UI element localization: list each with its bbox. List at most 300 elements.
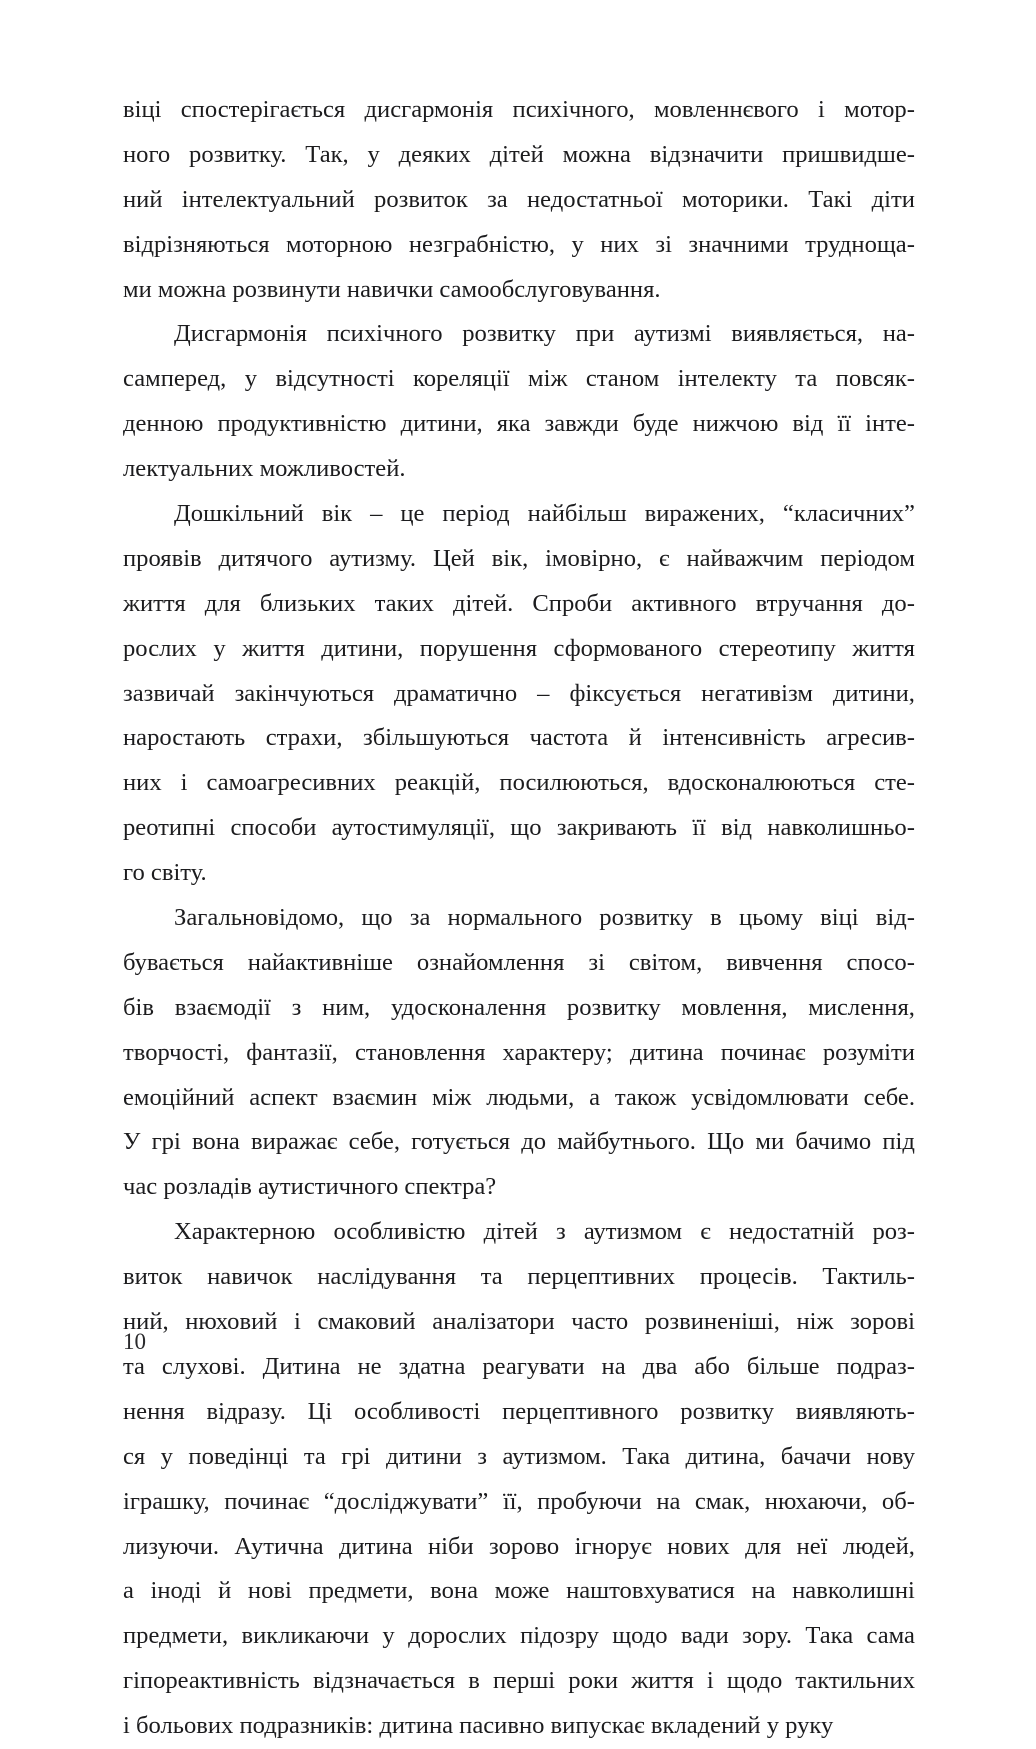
- text-line: [123, 1704, 915, 1749]
- text-run: станом: [585, 365, 660, 393]
- text-run: може: [494, 1577, 550, 1605]
- text-run: роки: [568, 1667, 618, 1695]
- text-run: Спроби: [532, 589, 613, 617]
- text-run: імовірно,: [545, 544, 643, 572]
- text-run: Такі: [808, 185, 853, 213]
- text-line: [123, 851, 915, 896]
- text-run: є: [700, 1218, 711, 1246]
- text-run: –: [370, 500, 383, 528]
- text-run: і больових подразників: дитина пасивно випускає вкладений у руку: [123, 1712, 834, 1740]
- text-run: ми: [755, 1128, 785, 1156]
- text-run: дитини: [385, 1442, 462, 1470]
- text-run: спосо-: [846, 948, 915, 976]
- text-run: зазвичай: [123, 679, 215, 707]
- text-line: [123, 1569, 915, 1614]
- text-line: [123, 1076, 915, 1121]
- text-run: недостатній: [728, 1218, 855, 1246]
- text-run: і: [180, 769, 188, 797]
- text-line: [123, 627, 915, 672]
- text-run: труднoща-: [805, 230, 915, 258]
- text-run: виявляють-: [795, 1397, 915, 1425]
- text-run: це: [400, 500, 425, 528]
- text-run: можна: [562, 140, 631, 168]
- text-line: [123, 1390, 915, 1435]
- text-run: навичок: [207, 1263, 293, 1291]
- text-run: найважчим: [686, 544, 804, 572]
- text-run: і: [294, 1308, 301, 1336]
- text-run: у: [571, 230, 584, 258]
- text-run: її: [692, 814, 706, 842]
- text-run: Аутична: [234, 1532, 324, 1560]
- text-run: Дошкільний: [174, 500, 304, 528]
- text-run: ся: [123, 1442, 146, 1470]
- text-run: наростають: [123, 724, 246, 752]
- text-run: інтелекту: [677, 365, 777, 393]
- text-run: творчості,: [123, 1038, 230, 1066]
- text-run: буде: [632, 410, 679, 438]
- text-run: нові: [247, 1577, 292, 1605]
- text-run: тактильних: [795, 1667, 915, 1695]
- text-run: аутизмом.: [502, 1442, 607, 1470]
- text-run: на: [656, 1487, 681, 1515]
- text-run: ний: [123, 185, 163, 213]
- text-run: взаємодії: [174, 993, 271, 1021]
- text-run: у: [213, 634, 226, 662]
- text-run: способи: [230, 814, 317, 842]
- text-run: виток: [123, 1263, 183, 1291]
- text-line: [123, 133, 915, 178]
- text-run: також: [614, 1083, 677, 1111]
- text-run: дитина: [338, 1532, 413, 1560]
- text-run: та: [795, 365, 818, 393]
- text-run: дитячого: [218, 544, 313, 572]
- text-line: [123, 806, 915, 851]
- page-number: 10: [123, 1329, 146, 1354]
- text-run: нення: [123, 1397, 185, 1425]
- text-run: слухові.: [161, 1352, 246, 1380]
- text-line: [123, 492, 915, 537]
- text-run: предмети,: [308, 1577, 414, 1605]
- text-run: сте-: [874, 769, 915, 797]
- paragraph: [123, 1210, 915, 1749]
- text-run: вдосконалюються: [667, 769, 856, 797]
- text-run: дитини,: [400, 410, 483, 438]
- text-run: таких: [374, 589, 434, 617]
- text-run: вади: [680, 1622, 729, 1650]
- text-run: в: [468, 1667, 480, 1695]
- text-run: аутизму.: [329, 544, 417, 572]
- text-run: щодо: [726, 1667, 783, 1695]
- text-run: і: [706, 1667, 714, 1695]
- text-line: [123, 1480, 915, 1525]
- text-run: аутизмом: [583, 1218, 683, 1246]
- text-run: на: [601, 1352, 626, 1380]
- text-run: з: [291, 993, 302, 1021]
- text-run: навколишньо-: [767, 814, 915, 842]
- text-run: рослих: [123, 634, 197, 662]
- text-run: майбутнього.: [557, 1128, 696, 1156]
- text-run: ним,: [322, 993, 371, 1021]
- text-run: інтелектуальний: [181, 185, 355, 213]
- text-run: за: [487, 185, 508, 213]
- text-run: її: [837, 410, 852, 438]
- text-line: [123, 537, 915, 582]
- text-run: становлення: [354, 1038, 486, 1066]
- text-run: аутизмі: [633, 320, 712, 348]
- text-run: себе,: [348, 1128, 400, 1156]
- text-run: агресив-: [826, 724, 915, 752]
- text-run: її,: [502, 1487, 523, 1515]
- text-line: [123, 672, 915, 717]
- text-run: відразу.: [206, 1397, 286, 1425]
- text-run: повсяк-: [835, 365, 915, 393]
- text-line: [123, 178, 915, 223]
- text-run: Характерною: [174, 1218, 316, 1246]
- text-run: частота: [529, 724, 609, 752]
- text-run: вона: [430, 1577, 478, 1605]
- text-line: [123, 312, 915, 357]
- text-run: та: [480, 1263, 503, 1291]
- text-run: з: [555, 1218, 566, 1246]
- text-run: драматично: [394, 679, 518, 707]
- text-run: дітей.: [453, 589, 514, 617]
- text-run: що: [361, 904, 393, 932]
- text-run: період: [442, 500, 510, 528]
- text-run: ніби: [428, 1532, 474, 1560]
- text-run: гіпореактивність: [123, 1667, 300, 1695]
- text-run: розвитку: [599, 904, 694, 932]
- text-line: [123, 1255, 915, 1300]
- text-run: мислення,: [808, 993, 915, 1021]
- text-run: на-: [882, 320, 915, 348]
- text-run: нову: [866, 1442, 915, 1470]
- text-run: готується: [411, 1128, 511, 1156]
- text-run: предмети,: [123, 1622, 229, 1650]
- text-run: у: [160, 1442, 173, 1470]
- text-run: від-: [875, 904, 915, 932]
- text-run: втручання: [755, 589, 863, 617]
- text-run: денною: [123, 410, 204, 438]
- body-text-column: [123, 88, 915, 1749]
- text-run: об-: [881, 1487, 915, 1515]
- text-run: “класичних”: [782, 500, 915, 528]
- text-run: нових: [667, 1532, 730, 1560]
- text-run: в: [710, 904, 722, 932]
- text-run: зі: [655, 230, 672, 258]
- text-run: і: [818, 96, 825, 123]
- text-run: є: [659, 544, 670, 572]
- text-run: Така: [805, 1622, 854, 1650]
- text-run: людей,: [842, 1532, 915, 1560]
- text-run: мовленнєвого: [653, 96, 799, 123]
- text-run: починає: [720, 1038, 806, 1066]
- text-run: між: [431, 1083, 472, 1111]
- text-run: усвідомлювати: [691, 1083, 849, 1111]
- text-run: Дисгармонія: [174, 320, 307, 348]
- text-run: перцептивного: [502, 1397, 659, 1425]
- text-run: процесів.: [699, 1263, 798, 1291]
- text-run: викликаючи: [241, 1622, 370, 1650]
- text-run: закривають: [556, 814, 677, 842]
- text-run: фіксується: [569, 679, 682, 707]
- text-run: себе.: [863, 1083, 915, 1111]
- text-run: незграбністю,: [408, 230, 555, 258]
- text-run: закінчуються: [234, 679, 375, 707]
- paragraph: [123, 312, 915, 492]
- text-run: віці: [820, 904, 859, 932]
- text-run: за: [409, 904, 431, 932]
- text-line: [123, 1435, 915, 1480]
- text-line: [123, 1659, 915, 1704]
- text-run: розвитку: [680, 1397, 774, 1425]
- text-run: Загальновідомо,: [174, 904, 345, 932]
- text-line: [123, 716, 915, 761]
- text-run: проявів: [123, 544, 202, 572]
- text-line: [123, 1345, 915, 1390]
- text-run: наштовхуватися: [566, 1577, 735, 1605]
- text-run: бів: [123, 993, 154, 1021]
- text-run: у: [367, 140, 380, 168]
- text-run: посилюються,: [499, 769, 649, 797]
- text-run: для: [745, 1532, 782, 1560]
- text-run: підозру: [520, 1622, 599, 1650]
- text-run: спостерігається: [180, 96, 346, 123]
- text-run: моторною: [286, 230, 393, 258]
- text-run: ний,: [123, 1308, 169, 1336]
- text-run: час розладів аутистичного спектра?: [123, 1173, 497, 1201]
- text-run: дитина: [629, 1038, 704, 1066]
- text-run: нюхаючи,: [764, 1487, 868, 1515]
- text-run: а: [123, 1577, 134, 1605]
- text-run: Така: [622, 1442, 671, 1470]
- text-run: стереотипу: [718, 634, 836, 662]
- text-run: та: [303, 1442, 326, 1470]
- text-run: дітей: [483, 1218, 538, 1246]
- text-run: розвитку: [566, 993, 661, 1021]
- text-run: життя: [242, 634, 305, 662]
- text-run: характеру;: [502, 1038, 613, 1066]
- text-run: два: [642, 1352, 678, 1380]
- paragraph: [123, 896, 915, 1210]
- text-run: мовлення,: [681, 993, 788, 1021]
- text-run: бачимо: [795, 1128, 872, 1156]
- text-run: сама: [866, 1622, 915, 1650]
- text-run: вік,: [491, 544, 529, 572]
- text-line: [123, 1300, 915, 1345]
- text-run: бувається: [123, 948, 224, 976]
- text-run: психічного,: [512, 96, 635, 123]
- text-run: У: [123, 1128, 141, 1156]
- text-run: роз-: [872, 1218, 915, 1246]
- text-run: й: [628, 724, 642, 752]
- text-run: сформованого: [553, 634, 703, 662]
- text-run: дитини,: [321, 634, 404, 662]
- text-run: для: [204, 589, 241, 617]
- text-run: життя: [123, 589, 186, 617]
- text-run: зі: [588, 948, 605, 976]
- text-line: [123, 88, 915, 133]
- text-line: [123, 1031, 915, 1076]
- text-run: яка: [496, 410, 531, 438]
- text-run: аутостимуляції,: [331, 814, 496, 842]
- text-line: [123, 1210, 915, 1255]
- text-run: світом,: [628, 948, 703, 976]
- text-run: іграшку,: [123, 1487, 210, 1515]
- text-run: ознайомлення: [416, 948, 565, 976]
- text-run: вона: [191, 1128, 240, 1156]
- text-run: аспект: [249, 1083, 318, 1111]
- text-run: до: [521, 1128, 547, 1156]
- text-run: життя: [631, 1667, 694, 1695]
- text-run: особливості: [354, 1397, 481, 1425]
- text-line: [123, 402, 915, 447]
- text-run: на: [751, 1577, 776, 1605]
- text-run: у: [382, 1622, 395, 1650]
- text-run: розуміти: [822, 1038, 915, 1066]
- text-line: [123, 896, 915, 941]
- text-line: [123, 761, 915, 806]
- text-run: ніж: [796, 1308, 834, 1336]
- text-run: страхи,: [265, 724, 343, 752]
- text-run: або: [694, 1352, 730, 1380]
- text-run: з: [477, 1442, 488, 1470]
- text-run: від: [721, 814, 753, 842]
- text-line: [123, 223, 915, 268]
- text-run: розвиток: [374, 185, 468, 213]
- text-run: щодо: [612, 1622, 668, 1650]
- text-run: при: [575, 320, 615, 348]
- text-run: інте-: [865, 410, 915, 438]
- text-run: й: [218, 1577, 232, 1605]
- text-run: розвитку.: [189, 140, 287, 168]
- text-run: розвитку: [462, 320, 556, 348]
- text-run: них: [600, 230, 639, 258]
- text-run: мотор-: [844, 96, 915, 123]
- text-run: у: [244, 365, 258, 393]
- text-run: бачачи: [780, 1442, 852, 1470]
- text-run: відзначається: [312, 1667, 456, 1695]
- text-run: лектуальних можливостей.: [123, 455, 406, 483]
- text-run: від: [792, 410, 824, 438]
- text-run: ного: [123, 140, 171, 168]
- text-run: –: [537, 679, 550, 707]
- text-run: вивчення: [726, 948, 823, 976]
- text-run: самперед,: [123, 365, 227, 393]
- text-run: наслідування: [317, 1263, 457, 1291]
- text-run: них: [123, 769, 162, 797]
- text-run: дисгармонія: [364, 96, 494, 123]
- text-run: більше: [746, 1352, 820, 1380]
- text-run: найактивніше: [247, 948, 393, 976]
- text-run: вік: [321, 500, 353, 528]
- text-run: життя: [852, 634, 915, 662]
- text-run: значними: [688, 230, 789, 258]
- text-line: [123, 941, 915, 986]
- text-run: Що: [707, 1128, 745, 1156]
- text-run: під: [882, 1128, 915, 1156]
- text-line: [123, 1525, 915, 1570]
- text-run: зорові: [850, 1308, 915, 1336]
- text-run: удосконалення: [390, 993, 547, 1021]
- text-run: ми можна розвинути навички самообслуговування.: [123, 275, 661, 303]
- text-line: [123, 1120, 915, 1165]
- text-run: аналізатори: [432, 1308, 555, 1336]
- text-run: періодом: [820, 544, 915, 572]
- text-run: недостатньої: [527, 185, 663, 213]
- text-run: особливістю: [333, 1218, 466, 1246]
- text-run: фантазії,: [246, 1038, 338, 1066]
- paragraph: [123, 88, 915, 312]
- text-run: дитина,: [685, 1442, 766, 1470]
- text-run: відзначити: [649, 140, 764, 168]
- text-run: не: [357, 1352, 382, 1380]
- text-run: Ці: [307, 1397, 333, 1425]
- text-run: близьких: [259, 589, 356, 617]
- text-run: емоційний: [123, 1083, 235, 1111]
- text-run: негативізм: [701, 679, 813, 707]
- text-run: виражає: [250, 1128, 338, 1156]
- text-run: завжди: [544, 410, 619, 438]
- text-run: дітей: [489, 140, 544, 168]
- text-run: грі: [341, 1442, 371, 1470]
- text-run: нюховий: [185, 1308, 278, 1336]
- text-run: ігнорує: [574, 1532, 652, 1560]
- text-run: нормального: [447, 904, 583, 932]
- text-run: активного: [631, 589, 737, 617]
- text-run: Так,: [305, 140, 349, 168]
- text-run: смак,: [694, 1487, 751, 1515]
- text-run: виявляється,: [731, 320, 864, 348]
- text-line: [123, 1614, 915, 1659]
- text-run: нижчою: [692, 410, 779, 438]
- text-run: та: [123, 1352, 145, 1380]
- text-run: здатна: [398, 1352, 466, 1380]
- text-run: реакцій,: [394, 769, 481, 797]
- text-run: неї: [796, 1532, 828, 1560]
- text-run: діти: [871, 185, 915, 213]
- text-run: виражених,: [644, 500, 765, 528]
- text-run: кореляції: [413, 365, 510, 393]
- text-line: [123, 986, 915, 1031]
- text-run: подраз-: [836, 1352, 915, 1380]
- text-line: [123, 447, 915, 492]
- text-run: найбільш: [527, 500, 627, 528]
- text-run: реотипні: [123, 814, 216, 842]
- text-run: відсутності: [275, 365, 395, 393]
- text-run: пробуючи: [537, 1487, 642, 1515]
- text-line: [123, 268, 915, 313]
- text-run: Тактиль-: [822, 1263, 915, 1291]
- text-run: лизуючи.: [123, 1532, 220, 1560]
- text-run: перцептивних: [527, 1263, 676, 1291]
- text-run: до-: [881, 589, 915, 617]
- text-run: збільшуються: [363, 724, 510, 752]
- text-run: часто: [571, 1308, 629, 1336]
- text-run: Цей: [432, 544, 475, 572]
- text-run: го світу.: [123, 859, 207, 887]
- text-run: дитини,: [832, 679, 915, 707]
- paragraph: [123, 492, 915, 896]
- text-run: моторики.: [681, 185, 789, 213]
- text-run: іноді: [150, 1577, 202, 1605]
- text-run: інтенсивність: [662, 724, 806, 752]
- text-run: пришвидше-: [782, 140, 915, 168]
- text-run: взаємин: [332, 1083, 418, 1111]
- text-run: психічного: [326, 320, 443, 348]
- text-run: людьми,: [486, 1083, 575, 1111]
- text-run: реагувати: [482, 1352, 585, 1380]
- text-run: а: [589, 1083, 600, 1111]
